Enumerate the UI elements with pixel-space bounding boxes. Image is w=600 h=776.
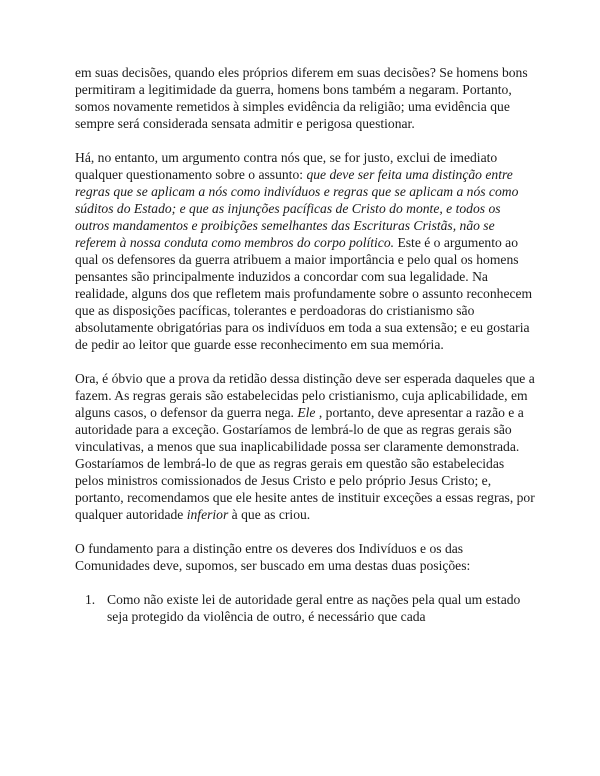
numbered-list: [75, 591, 535, 625]
paragraph: [75, 540, 535, 574]
text-span: O fundamento para a distinção entre os deveres dos Indivíduos e os das Comunidades deve, supomos, ser buscado em uma destas duas posições:: [75, 541, 471, 573]
paragraph: [75, 64, 535, 132]
text-span: Há, no entanto, um argumento contra nós que, se for justo, exclui de imediato qualquer questionamento sobre o assunto:: [75, 150, 498, 182]
italic-text: que deve ser feita uma distinção entre regras que se aplicam a nós como indivíduos e regras que se aplicam a nós como súditos do Estado; e que as injunções pacíficas de Cristo do monte, e todos os outros mandamentos e proibições semelhantes das Escrituras Cristãs, não se referem à nossa conduta como membros do corpo político.: [75, 167, 519, 250]
body-text: [75, 64, 535, 574]
paragraph: [75, 370, 535, 523]
text-span: à que as criou.: [228, 507, 311, 522]
italic-text: Ele: [297, 405, 316, 420]
text-span: , portanto, deve apresentar a razão e a autoridade para a exceção. Gostaríamos de lembrá-lo de que as regras gerais são vinculativas, a menos que sua inaplicabilidade possa ser claramente demonstrada. Gostaríamos de lembrá-lo de que as regras gerais em questão são estabelecidas pelos ministros comissionados de Jesus Cristo e pelo próprio Jesus Cristo; e, portanto, recomendamos que ele hesite antes de instituir exceções a essas regras, por qualquer autoridade: [75, 405, 535, 522]
italic-text: inferior: [186, 507, 229, 522]
list-item-text: Como não existe lei de autoridade geral entre as nações pela qual um estado seja protegido da violência de outro, é necessário que cada: [107, 592, 521, 624]
list-item-number: 1.: [85, 592, 96, 607]
list-item: [85, 591, 535, 625]
text-span: em suas decisões, quando eles próprios diferem em suas decisões? Se homens bons permitiram a legitimidade da guerra, homens bons também a negaram. Portanto, somos novamente remetidos à simples evidência da religião; uma evidência que sempre será considerada sensata admitir e perigosa questionar.: [75, 65, 528, 131]
text-span: Este é o argumento ao qual os defensores da guerra atribuem a maior importância e pelo qual os homens pensantes são principalmente induzidos a concordar com sua legalidade. Na realidade, alguns dos que refletem mais profundamente sobre o assunto reconhecem que as disposições pacíficas, tolerantes e perdoadoras do cristianismo são absolutamente obrigatórias para os indivíduos em toda a sua extensão; e eu gostaria de pedir ao leitor que guarde esse reconhecimento em sua memória.: [75, 235, 533, 352]
text-span: Ora, é óbvio que a prova da retidão dessa distinção deve ser esperada daqueles que a fazem. As regras gerais são estabelecidas pelo cristianismo, cuja aplicabilidade, em alguns casos, o defensor da guerra nega.: [75, 371, 535, 420]
paragraph: [75, 149, 535, 353]
document-page: [75, 64, 535, 625]
